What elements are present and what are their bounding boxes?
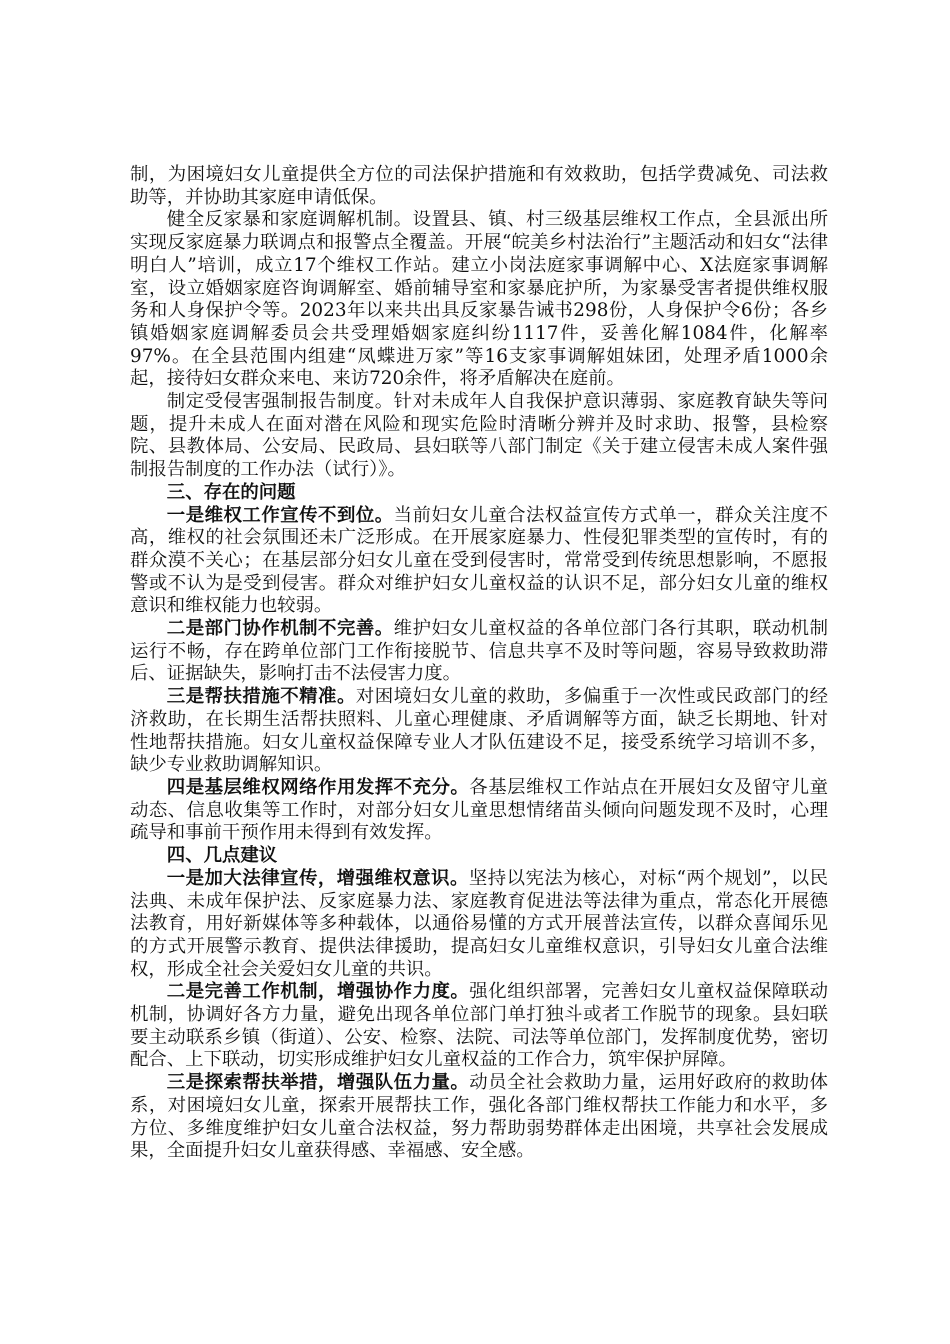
paragraph-continuation: 制，为困境妇女儿童提供全方位的司法保护措施和有效救助，包括学费减免、司法救助等，并协助其家庭申请低保。	[130, 164, 828, 208]
paragraph-mandatory-report: 制定受侵害强制报告制度。针对未成年人自我保护意识薄弱、家庭教育缺失等问题，提升未成人在面对潜在风险和现实危险时清晰分辨并及时求助、报警，县检察院、县教体局、公安局、民政局、县妇联等八部门制定《关于建立侵害未成人案件强制报告制度的工作办法（试行）》。	[130, 391, 828, 481]
paragraph-suggestion-3: 三是探索帮扶举措，增强队伍力量。动员全社会救助力量，运用好政府的救助体系，对困境妇女儿童，探索开展帮扶工作，强化各部门维权帮扶工作能力和水平，多方位、多维度维护妇女儿童合法权益，努力帮助弱势群体走出困境，共享社会发展成果，全面提升妇女儿童获得感、幸福感、安全感。	[130, 1072, 828, 1162]
paragraph-lead: 三是探索帮扶举措，增强队伍力量。	[166, 1072, 470, 1094]
section-heading-suggestions: 四、几点建议	[166, 845, 278, 867]
section-heading-problems: 三、存在的问题	[166, 481, 296, 503]
paragraph-problem-2: 二是部门协作机制不完善。维护妇女儿童权益的各单位部门各行其职，联动机制运行不畅，存在跨单位部门工作衔接脱节、信息共享不及时等问题，容易导致救助滞后、证据缺失，影响打击不法侵害力度。	[130, 618, 828, 685]
document-page	[130, 164, 828, 1163]
paragraph-lead: 一是维权工作宣传不到位。	[166, 504, 394, 526]
paragraph-suggestion-2: 二是完善工作机制，增强协作力度。强化组织部署，完善妇女儿童权益保障联动机制，协调好各方力量，避免出现各单位部门单打独斗或者工作脱节的现象。县妇联要主动联系乡镇（街道）、公安、检察、法院、司法等单位部门，发挥制度优势，密切配合、上下联动，切实形成维护妇女儿童权益的工作合力，筑牢保护屏障。	[130, 981, 828, 1071]
paragraph-suggestion-1: 一是加大法律宣传，增强维权意识。坚持以宪法为核心，对标“两个规划”，以民法典、未成年保护法、反家庭暴力法、家庭教育促进法等法律为重点，常态化开展德法教育，用好新媒体等多种载体，以通俗易懂的方式开展普法宣传，以群众喜闻乐见的方式开展警示教育、提供法律援助，提高妇女儿童维权意识，引导妇女儿童合法维权，形成全社会关爱妇女儿童的共识。	[130, 867, 828, 980]
paragraph-lead: 二是完善工作机制，增强协作力度。	[166, 981, 470, 1003]
paragraph-problem-1: 一是维权工作宣传不到位。当前妇女儿童合法权益宣传方式单一，群众关注度不高，维权的社会氛围还未广泛形成。在开展家庭暴力、性侵犯罪类型的宣传时，有的群众漠不关心；在基层部分妇女儿童在受到侵害时，常常受到传统思想影响，不愿报警或不认为是受到侵害。群众对维护妇女儿童权益的认识不足，部分妇女儿童的维权意识和维权能力也较弱。	[130, 504, 828, 617]
paragraph-problem-4: 四是基层维权网络作用发挥不充分。各基层维权工作站点在开展妇女及留守儿童动态、信息收集等工作时，对部分妇女儿童思想情绪苗头倾向问题发现不及时，心理疏导和事前干预作用未得到有效发挥。	[130, 776, 828, 844]
paragraph-problem-3: 三是帮扶措施不精准。对困境妇女儿童的救助，多偏重于一次性或民政部门的经济救助，在长期生活帮扶照料、儿童心理健康、矛盾调解等方面，缺乏长期地、针对性地帮扶措施。妇女儿童权益保障专业人才队伍建设不足，接受系统学习培训不多，缺少专业救助调解知识。	[130, 686, 828, 776]
paragraph-lead: 三是帮扶措施不精准。	[166, 686, 356, 708]
paragraph-lead: 一是加大法律宣传，增强维权意识。	[166, 867, 469, 889]
paragraph-lead: 二是部门协作机制不完善。	[166, 618, 394, 640]
paragraph-anti-domestic-violence: 健全反家暴和家庭调解机制。设置县、镇、村三级基层维权工作点，全县派出所实现反家庭暴力联调点和报警点全覆盖。开展“皖美乡村法治行”主题活动和妇女“法律明白人”培训，成立17个维权工作站。建立小岗法庭家事调解中心、X法庭家事调解室，设立婚姻家庭咨询调解室、婚前辅导室和家暴庇护所，为家暴受害者提供维权服务和人身保护令等。2023年以来共出具反家暴告诫书298份，人身保护令6份；各乡镇婚姻家庭调解委员会共受理婚姻家庭纠纷1117件，妥善化解1084件，化解率97%。在全县范围内组建“凤蝶进万家”等16支家事调解姐妹团，处理矛盾1000余起，接待妇女群众来电、来访720余件，将矛盾解决在庭前。	[130, 209, 828, 390]
paragraph-lead: 四是基层维权网络作用发挥不充分。	[166, 776, 470, 798]
